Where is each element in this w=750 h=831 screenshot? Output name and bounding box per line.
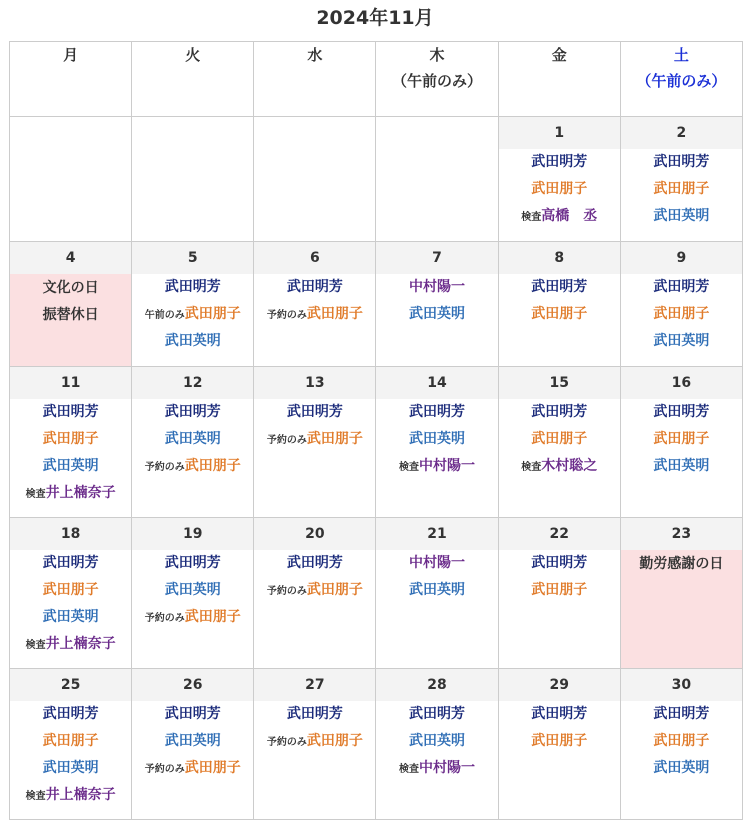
doctor-name: 武田明芳 (164, 404, 221, 420)
day-number: 30 (621, 669, 742, 701)
doctor-name: 武田英明 (653, 760, 710, 776)
doctor-name: 武田明芳 (286, 555, 343, 571)
day-cell (376, 518, 498, 669)
doctor-entry (621, 728, 742, 755)
day-number: 11 (10, 367, 131, 399)
doctor-name: 武田英明 (653, 458, 710, 474)
holiday-label: 勤労感謝の日 (639, 556, 724, 572)
doctor-name: 武田朋子 (184, 760, 241, 776)
day-cell (498, 367, 620, 518)
doctor-entry (499, 149, 620, 176)
day-cell (10, 669, 132, 820)
doctor-entry (621, 203, 742, 230)
day-number: 21 (376, 518, 497, 550)
doctor-name: 武田明芳 (42, 555, 99, 571)
weekday-label: 木 (429, 46, 445, 64)
day-cell (376, 669, 498, 820)
doctor-entry (254, 399, 375, 426)
doctor-entry (10, 782, 131, 809)
doctor-entry (10, 577, 131, 604)
day-number: 8 (499, 242, 620, 274)
day-number: 12 (132, 367, 253, 399)
doctor-entry (499, 274, 620, 301)
day-number: 27 (254, 669, 375, 701)
day-number: 25 (10, 669, 131, 701)
day-cell (132, 367, 254, 518)
doctor-name: 武田朋子 (653, 431, 710, 447)
holiday-block (621, 550, 742, 668)
doctor-name: 武田明芳 (653, 279, 710, 295)
day-number: 23 (621, 518, 742, 550)
day-number: 14 (376, 367, 497, 399)
doctor-name: 高橋 丞 (541, 208, 598, 224)
doctor-name: 中村陽一 (419, 760, 476, 776)
doctor-name: 武田英明 (409, 306, 466, 322)
day-cell (10, 242, 132, 367)
doctor-entry (499, 550, 620, 577)
holiday-label: 文化の日 (42, 280, 99, 296)
holiday-name (10, 302, 131, 329)
day-cell (620, 117, 742, 242)
doctor-entry (621, 176, 742, 203)
doctor-name: 武田明芳 (531, 279, 588, 295)
doctor-entry (10, 399, 131, 426)
day-cell (132, 242, 254, 367)
doctor-name: 武田明芳 (286, 404, 343, 420)
doctor-entry (10, 480, 131, 507)
day-cell (254, 242, 376, 367)
day-number: 18 (10, 518, 131, 550)
doctor-entry (132, 728, 253, 755)
doctor-name: 武田英明 (42, 609, 99, 625)
doctor-entry (376, 728, 497, 755)
doctor-entry (376, 577, 497, 604)
entry-prefix: 予約のみ (266, 435, 307, 446)
doctor-name: 武田英明 (164, 733, 221, 749)
weekday-header-mon (10, 42, 132, 117)
day-number: 7 (376, 242, 497, 274)
doctor-name: 武田朋子 (531, 431, 588, 447)
doctor-name: 武田朋子 (531, 582, 588, 598)
entry-prefix: 予約のみ (144, 764, 185, 775)
doctor-entry (132, 301, 253, 328)
empty-day-cell (132, 117, 254, 242)
doctor-entry (376, 453, 497, 480)
day-number: 22 (499, 518, 620, 550)
doctor-entry (376, 399, 497, 426)
doctor-name: 武田英明 (653, 333, 710, 349)
doctor-entry (132, 604, 253, 631)
doctor-name: 武田英明 (42, 760, 99, 776)
entry-prefix: 予約のみ (266, 737, 307, 748)
doctor-entry (376, 550, 497, 577)
doctor-entry (499, 577, 620, 604)
doctor-entry (10, 631, 131, 658)
calendar-title: 2024年11月 (316, 7, 434, 29)
doctor-name: 武田朋子 (184, 458, 241, 474)
doctor-name: 武田英明 (653, 208, 710, 224)
doctor-name: 武田明芳 (653, 706, 710, 722)
day-number: 5 (132, 242, 253, 274)
weekday-label: 水 (307, 46, 323, 64)
doctor-entry (621, 149, 742, 176)
day-cell (254, 669, 376, 820)
doctor-name: 武田朋子 (653, 181, 710, 197)
entry-prefix: 予約のみ (266, 586, 307, 597)
weekday-note: （午前のみ） (392, 72, 483, 90)
doctor-entry (132, 755, 253, 782)
doctor-name: 武田明芳 (531, 404, 588, 420)
day-number: 16 (621, 367, 742, 399)
doctor-name: 武田英明 (42, 458, 99, 474)
doctor-entry (499, 426, 620, 453)
doctor-entry (10, 426, 131, 453)
doctor-entry (621, 755, 742, 782)
weekday-label: 火 (185, 46, 201, 64)
doctor-name: 武田明芳 (531, 706, 588, 722)
day-cell (620, 367, 742, 518)
doctor-entry (376, 701, 497, 728)
doctor-name: 武田英明 (409, 733, 466, 749)
doctor-name: 武田英明 (164, 582, 221, 598)
doctor-name: 武田明芳 (531, 555, 588, 571)
doctor-name: 武田明芳 (286, 279, 343, 295)
doctor-entry (254, 301, 375, 328)
doctor-name: 武田明芳 (286, 706, 343, 722)
holiday-name (10, 275, 131, 302)
doctor-entry (621, 453, 742, 480)
week-row (10, 242, 743, 367)
empty-day-cell (10, 117, 132, 242)
doctor-name: 武田朋子 (653, 306, 710, 322)
doctor-entry (254, 701, 375, 728)
doctor-name: 武田朋子 (531, 181, 588, 197)
day-cell (376, 367, 498, 518)
doctor-name: 武田明芳 (531, 154, 588, 170)
day-number: 19 (132, 518, 253, 550)
doctor-name: 武田朋子 (42, 431, 99, 447)
weekday-header-wed (254, 42, 376, 117)
doctor-entry (621, 426, 742, 453)
day-cell (132, 669, 254, 820)
doctor-entry (376, 301, 497, 328)
doctor-name: 武田英明 (409, 431, 466, 447)
doctor-name: 武田朋子 (184, 306, 241, 322)
calendar-body (10, 117, 743, 820)
doctor-name: 武田朋子 (306, 582, 363, 598)
doctor-name: 井上楠奈子 (45, 485, 116, 501)
doctor-entry (499, 399, 620, 426)
day-number: 29 (499, 669, 620, 701)
holiday-block (10, 274, 131, 366)
entry-prefix: 検査 (399, 764, 420, 775)
doctor-name: 武田明芳 (164, 555, 221, 571)
doctor-entry (132, 426, 253, 453)
doctor-name: 井上楠奈子 (45, 787, 116, 803)
doctor-name: 中村陽一 (409, 555, 466, 571)
day-cell (10, 367, 132, 518)
day-cell (498, 669, 620, 820)
day-cell (620, 242, 742, 367)
doctor-name: 武田英明 (164, 333, 221, 349)
day-cell (254, 367, 376, 518)
weekday-label: 金 (551, 46, 567, 64)
doctor-entry (132, 453, 253, 480)
week-row (10, 518, 743, 669)
doctor-entry (132, 328, 253, 355)
doctor-name: 武田明芳 (42, 404, 99, 420)
entry-prefix: 検査 (399, 462, 420, 473)
day-number: 28 (376, 669, 497, 701)
entry-prefix: 検査 (521, 212, 542, 223)
empty-day-cell (376, 117, 498, 242)
weekday-label: 月 (63, 46, 79, 64)
doctor-entry (254, 728, 375, 755)
doctor-name: 武田朋子 (42, 582, 99, 598)
day-cell (620, 669, 742, 820)
entry-prefix: 検査 (25, 791, 46, 802)
day-cell (620, 518, 742, 669)
week-row (10, 669, 743, 820)
doctor-entry (621, 399, 742, 426)
doctor-entry (621, 274, 742, 301)
doctor-entry (254, 274, 375, 301)
doctor-entry (621, 701, 742, 728)
day-number: 26 (132, 669, 253, 701)
day-number: 4 (10, 242, 131, 274)
holiday-name (621, 551, 742, 578)
doctor-entry (376, 755, 497, 782)
weekday-header-tue (132, 42, 254, 117)
weekday-header-thu (376, 42, 498, 117)
doctor-name: 武田朋子 (531, 306, 588, 322)
day-number: 13 (254, 367, 375, 399)
doctor-entry (132, 274, 253, 301)
entry-prefix: 午前のみ (144, 310, 185, 321)
weekday-note: （午前のみ） (636, 72, 727, 90)
doctor-entry (254, 426, 375, 453)
doctor-name: 中村陽一 (409, 279, 466, 295)
doctor-name: 武田明芳 (409, 706, 466, 722)
doctor-name: 武田英明 (409, 582, 466, 598)
doctor-name: 武田明芳 (164, 706, 221, 722)
doctor-name: 木村聡之 (541, 458, 598, 474)
doctor-name: 中村陽一 (419, 458, 476, 474)
weekday-header-fri (498, 42, 620, 117)
week-row (10, 117, 743, 242)
doctor-entry (132, 577, 253, 604)
entry-prefix: 予約のみ (266, 310, 307, 321)
entry-prefix: 検査 (25, 640, 46, 651)
day-cell (498, 518, 620, 669)
doctor-entry (621, 301, 742, 328)
entry-prefix: 検査 (521, 462, 542, 473)
doctor-entry (10, 755, 131, 782)
doctor-name: 武田朋子 (653, 733, 710, 749)
empty-day-cell (254, 117, 376, 242)
day-cell (498, 242, 620, 367)
doctor-entry (132, 550, 253, 577)
doctor-entry (10, 604, 131, 631)
day-cell (376, 242, 498, 367)
day-number: 15 (499, 367, 620, 399)
day-cell (254, 518, 376, 669)
doctor-name: 武田明芳 (409, 404, 466, 420)
doctor-entry (10, 728, 131, 755)
doctor-name: 武田明芳 (653, 154, 710, 170)
doctor-name: 武田英明 (164, 431, 221, 447)
doctor-name: 武田朋子 (42, 733, 99, 749)
doctor-entry (10, 550, 131, 577)
weekday-label: 土 (673, 46, 689, 64)
doctor-entry (499, 203, 620, 230)
doctor-name: 武田朋子 (306, 306, 363, 322)
doctor-name: 武田朋子 (306, 431, 363, 447)
day-number: 6 (254, 242, 375, 274)
entry-prefix: 予約のみ (144, 613, 185, 624)
doctor-entry (499, 728, 620, 755)
doctor-name: 武田明芳 (653, 404, 710, 420)
day-cell (10, 518, 132, 669)
doctor-entry (499, 176, 620, 203)
day-number: 2 (621, 117, 742, 149)
doctor-name: 武田明芳 (42, 706, 99, 722)
doctor-name: 武田明芳 (164, 279, 221, 295)
doctor-entry (376, 274, 497, 301)
day-cell (132, 518, 254, 669)
doctor-name: 武田朋子 (306, 733, 363, 749)
entry-prefix: 予約のみ (144, 462, 185, 473)
holiday-label: 振替休日 (42, 307, 99, 323)
doctor-entry (254, 550, 375, 577)
doctor-entry (10, 701, 131, 728)
doctor-entry (499, 301, 620, 328)
week-row (10, 367, 743, 518)
entry-prefix: 検査 (25, 489, 46, 500)
weekday-header-row (10, 42, 743, 117)
day-number: 20 (254, 518, 375, 550)
doctor-name: 武田朋子 (531, 733, 588, 749)
doctor-entry (10, 453, 131, 480)
weekday-header-sat (620, 42, 742, 117)
doctor-entry (499, 701, 620, 728)
doctor-name: 武田朋子 (184, 609, 241, 625)
day-cell (498, 117, 620, 242)
doctor-entry (376, 426, 497, 453)
doctor-entry (132, 701, 253, 728)
day-number: 9 (621, 242, 742, 274)
doctor-entry (621, 328, 742, 355)
doctor-entry (254, 577, 375, 604)
day-number: 1 (499, 117, 620, 149)
doctor-name: 井上楠奈子 (45, 636, 116, 652)
doctor-entry (499, 453, 620, 480)
doctor-entry (132, 399, 253, 426)
calendar-table (9, 41, 743, 820)
